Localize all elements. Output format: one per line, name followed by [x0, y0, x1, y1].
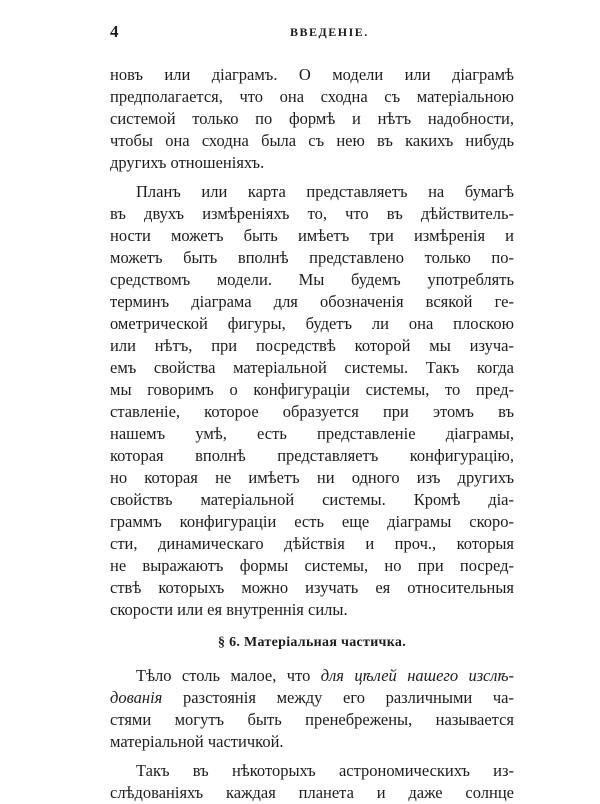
- text-line: можетъ быть вполнѣ представлено только по-: [110, 248, 514, 267]
- text-line: емъ свойства матеріальной системы. Такъ когда: [110, 358, 514, 377]
- text-line: ности можетъ быть имѣетъ три измѣренія и: [110, 226, 514, 245]
- page-header: [110, 22, 510, 46]
- text-run: разстоянія между его различными ча-: [162, 688, 514, 707]
- text-line: слѣдованіяхъ каждая планета и даже солнце: [110, 783, 514, 802]
- text-line: мы говоримъ о конфигураціи системы, то пред-: [110, 380, 514, 399]
- text-line: предполагается, что она сходна съ матеріальною: [110, 87, 514, 106]
- text-line: [110, 687, 514, 709]
- text-line: или нѣтъ, при посредствѣ которой мы изуча-: [110, 336, 514, 355]
- text-line: не выражаютъ формы системы, но при посред-: [110, 556, 514, 575]
- text-line: нашемъ умѣ, есть представленіе діаграмы,: [110, 424, 514, 443]
- text-line: скорости или ея внутреннія силы.: [110, 600, 348, 619]
- text-line: системой только по формѣ и нѣтъ надобности,: [110, 109, 514, 128]
- text-line: свойствъ матеріальной системы. Кромѣ діа-: [110, 490, 514, 509]
- text-line: ставленіе, которое образуется при этомъ въ: [110, 402, 514, 421]
- paragraph-4: [110, 760, 514, 804]
- italic-text: дованія: [110, 688, 163, 707]
- text-line: чтобы она сходна была съ нею въ какихъ нибудь: [110, 131, 514, 150]
- running-title: ВВЕДЕНІЕ.: [290, 25, 369, 39]
- text-line: Планъ или карта представляетъ на бумагѣ: [136, 182, 514, 201]
- text-line: ствѣ которыхъ можно изучать ея относительныя: [110, 578, 514, 597]
- text-line: ометрической фигуры, будетъ ли она плоскою: [110, 314, 514, 333]
- text-line: которая вполнѣ представляетъ конфигурацію,: [110, 446, 514, 465]
- text-line: но которая не имѣетъ ни одного изъ другихъ: [110, 468, 514, 487]
- text-line: граммъ конфигураціи есть еще діаграмы скоро-: [110, 512, 514, 531]
- paragraph-2: [110, 181, 514, 621]
- text-line: [110, 665, 514, 687]
- paragraph-1: [110, 64, 514, 174]
- text-line: матеріальной частичкой.: [110, 732, 284, 751]
- text-line: новъ или діаграмъ. О модели или діаграмѣ: [110, 65, 514, 84]
- text-line: средствомъ модели. Мы будемъ употреблять: [110, 270, 514, 289]
- text-line: Такъ въ нѣкоторыхъ астрономическихъ из-: [136, 761, 514, 780]
- section-heading: § 6. Матеріальная частичка.: [217, 635, 407, 650]
- text-line: другихъ отношеніяхъ.: [110, 153, 265, 172]
- body-text: [110, 64, 514, 804]
- paragraph-3: [110, 665, 514, 753]
- text-run: Тѣло столь малое, что: [136, 666, 321, 685]
- text-line: стями могутъ быть пренебрежены, называется: [110, 710, 514, 729]
- page-number: 4: [110, 22, 119, 41]
- text-line: въ двухъ измѣреніяхъ то, что въ дѣйствитель-: [110, 204, 514, 223]
- text-line: сти, динамическаго дѣйствія и проч., которыя: [110, 534, 514, 553]
- text-line: терминъ діаграма для обозначенія всякой ге-: [110, 292, 514, 311]
- italic-text: для цѣлей нашего изслѣ-: [320, 666, 514, 685]
